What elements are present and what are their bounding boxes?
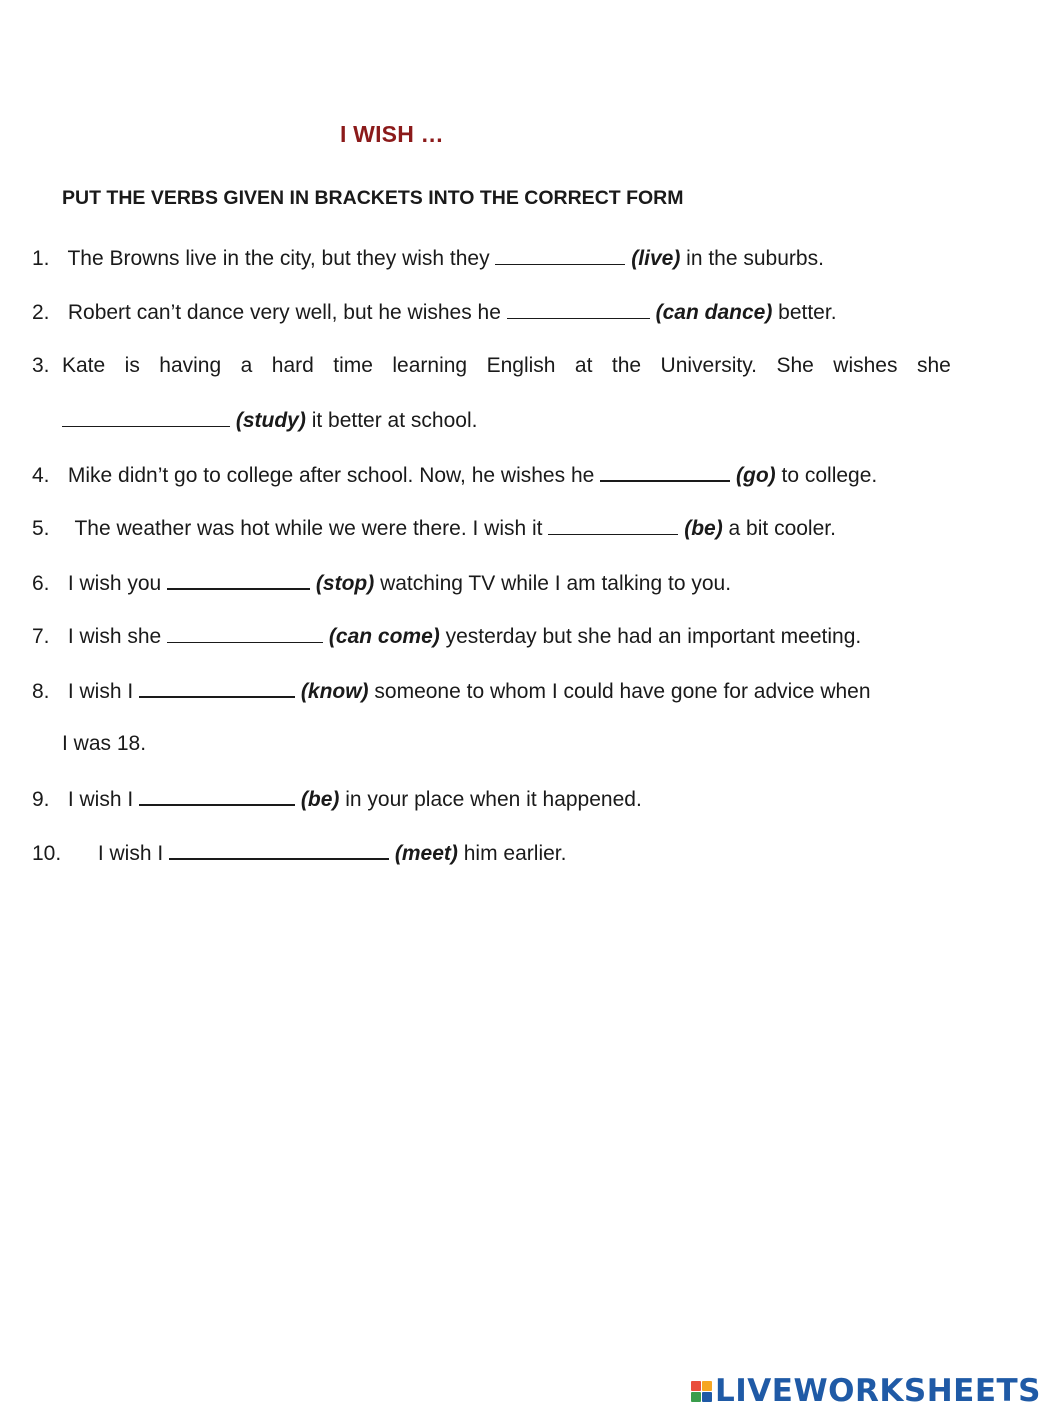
answer-blank-4[interactable] — [600, 460, 730, 482]
question-text-end: watching TV while I am talking to you. — [380, 572, 732, 595]
question-text-end: to college. — [781, 464, 878, 487]
word: time — [333, 354, 373, 377]
answer-blank-9[interactable] — [139, 784, 295, 806]
question-6 — [32, 568, 952, 597]
question-number: 9. — [32, 788, 50, 811]
liveworksheets-logo[interactable] — [691, 1373, 1041, 1409]
verb-hint: (be) — [300, 788, 340, 811]
question-number: 4. — [32, 464, 50, 487]
question-8 — [32, 676, 952, 705]
answer-blank-7[interactable] — [167, 622, 323, 643]
instruction: PUT THE VERBS GIVEN IN BRACKETS INTO THE CORRECT FORM — [62, 187, 684, 209]
question-9 — [32, 784, 952, 813]
question-text-end: it better at school. — [311, 409, 478, 432]
question-text: The weather was hot while we were there. I wish it — [74, 517, 543, 540]
question-text-end: someone to whom I could have gone for advice when — [374, 680, 871, 703]
answer-blank-3[interactable] — [62, 406, 230, 427]
verb-hint: (meet) — [394, 842, 458, 865]
question-text: I wish I — [67, 680, 134, 703]
word: at — [574, 354, 593, 377]
question-5 — [32, 514, 952, 542]
question-text-end: in your place when it happened. — [345, 788, 642, 811]
question-text: I wish I — [97, 842, 164, 865]
question-3-continued — [62, 406, 982, 434]
question-text: Robert can’t dance very well, but he wishes he — [67, 301, 501, 324]
word: hard — [271, 354, 314, 377]
word: a — [240, 354, 253, 377]
question-text: Mike didn’t go to college after school. Now, he wishes he — [67, 464, 595, 487]
question-3 — [32, 352, 952, 379]
word: University. — [660, 354, 758, 377]
question-number: 8. — [32, 680, 50, 703]
verb-hint: (be) — [684, 517, 723, 540]
question-text: I wish she — [67, 625, 162, 648]
verb-hint: (stop) — [315, 572, 375, 595]
question-text-end: in the suburbs. — [686, 247, 824, 270]
question-text: I wish you — [67, 572, 162, 595]
question-4 — [32, 460, 952, 489]
worksheet-title: I WISH … — [340, 121, 444, 147]
verb-hint: (know) — [300, 680, 369, 703]
verb-hint: (can dance) — [655, 301, 773, 324]
question-1 — [32, 244, 952, 272]
question-text: I was 18. — [62, 732, 147, 755]
question-number: 10. — [32, 842, 62, 865]
word: she — [916, 354, 951, 377]
question-text-end: better. — [778, 301, 837, 324]
answer-blank-10[interactable] — [169, 838, 389, 860]
question-7 — [32, 622, 952, 650]
question-8-continued — [62, 730, 982, 757]
question-text-end: him earlier. — [463, 842, 567, 865]
question-10 — [32, 838, 952, 867]
verb-hint: (can come) — [328, 625, 440, 648]
question-text: The Browns live in the city, but they wish they — [67, 247, 490, 270]
liveworksheets-logo-icon — [691, 1381, 712, 1402]
word: learning — [392, 354, 468, 377]
answer-blank-5[interactable] — [548, 514, 678, 535]
word: English — [486, 354, 556, 377]
question-number: 5. — [32, 517, 50, 540]
word: She — [776, 354, 814, 377]
verb-hint: (go) — [736, 464, 776, 487]
question-text-justified — [62, 352, 951, 379]
answer-blank-6[interactable] — [167, 568, 310, 590]
question-text-end: yesterday but she had an important meeting. — [445, 625, 862, 648]
verb-hint: (study) — [235, 409, 306, 432]
word: is — [124, 354, 140, 377]
logo-text: LIVEWORKSHEETS — [715, 1373, 1041, 1409]
answer-blank-1[interactable] — [495, 244, 625, 265]
answer-blank-8[interactable] — [139, 676, 295, 698]
word: Kate — [62, 354, 106, 377]
question-number: 3. — [32, 354, 50, 377]
question-number: 7. — [32, 625, 50, 648]
word: wishes — [833, 354, 898, 377]
question-2 — [32, 298, 952, 326]
question-text-end: a bit cooler. — [728, 517, 836, 540]
question-number: 6. — [32, 572, 50, 595]
question-number: 2. — [32, 301, 50, 324]
word: the — [611, 354, 642, 377]
word: having — [159, 354, 222, 377]
answer-blank-2[interactable] — [507, 298, 650, 319]
question-number: 1. — [32, 247, 50, 270]
verb-hint: (live) — [631, 247, 681, 270]
question-text: I wish I — [67, 788, 134, 811]
